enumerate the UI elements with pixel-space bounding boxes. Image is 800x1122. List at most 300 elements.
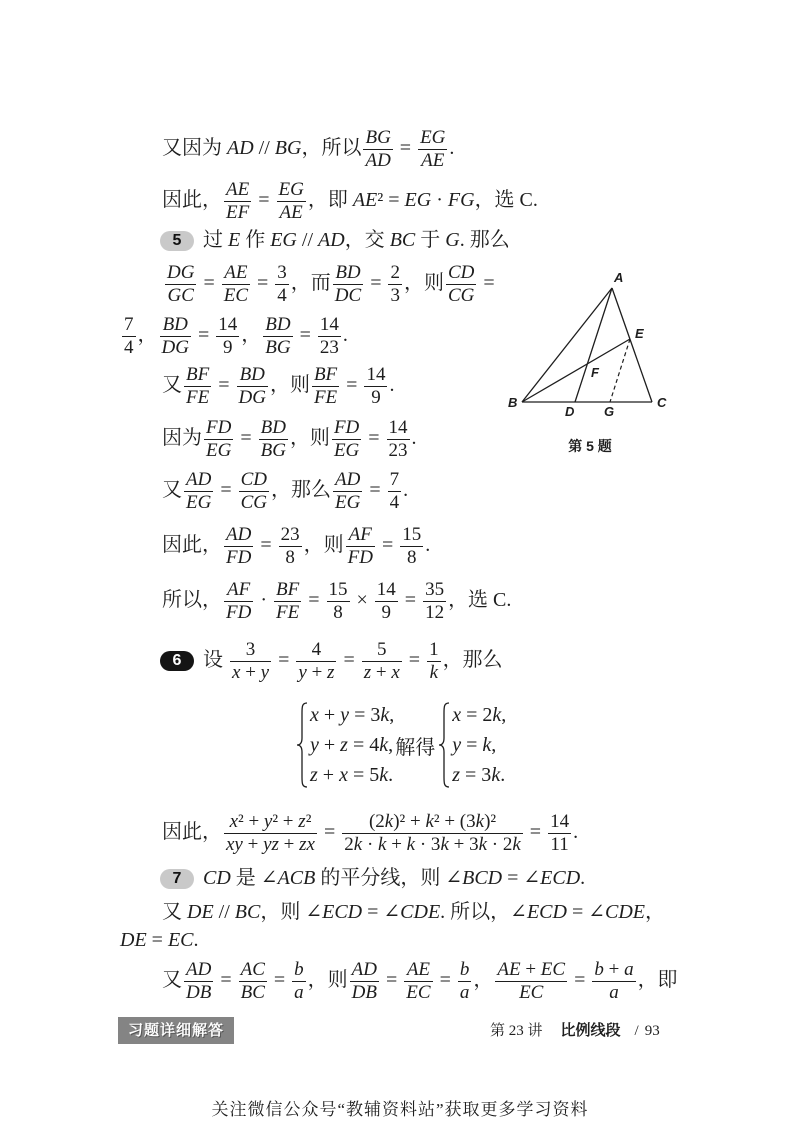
variable: FG bbox=[447, 189, 475, 211]
math-expression: = bbox=[399, 589, 422, 611]
variable: EG bbox=[420, 126, 446, 148]
variable: k bbox=[478, 833, 488, 855]
fraction bbox=[204, 418, 233, 461]
watermark-text: 关注微信公众号“教辅资料站”获取更多学习资料 bbox=[211, 1100, 589, 1119]
left-brace bbox=[296, 700, 308, 790]
text-line bbox=[162, 575, 511, 625]
point-label-b: B bbox=[508, 395, 518, 410]
variable: FE bbox=[276, 601, 300, 623]
fraction-numerator bbox=[184, 470, 213, 490]
math-expression: = bbox=[255, 534, 277, 556]
variable: AF bbox=[348, 523, 372, 545]
variable: AD bbox=[186, 958, 212, 980]
equation: x = 2k, bbox=[452, 704, 507, 726]
variable: x bbox=[452, 704, 462, 726]
fraction-denominator bbox=[263, 338, 292, 358]
variable: FD bbox=[206, 416, 232, 438]
fraction-denominator: 4 bbox=[389, 491, 400, 513]
variable: EG bbox=[404, 189, 432, 211]
segment-ac bbox=[612, 288, 652, 402]
fraction-numerator bbox=[259, 418, 288, 438]
variable: AD bbox=[335, 468, 361, 490]
variable: zx bbox=[299, 833, 315, 855]
variable: y bbox=[263, 810, 273, 832]
fraction-numerator bbox=[224, 180, 251, 200]
text-run: ，所以 bbox=[301, 137, 362, 159]
fraction-denominator bbox=[222, 286, 250, 306]
point-label-f: F bbox=[591, 365, 599, 380]
math-expression: = bbox=[215, 969, 237, 991]
math-expression bbox=[390, 229, 416, 251]
fraction-denominator: 23 bbox=[319, 336, 339, 358]
text-run: 因为 bbox=[162, 427, 202, 449]
fraction bbox=[292, 960, 306, 1003]
variable: AD bbox=[186, 468, 212, 490]
fraction-denominator: 4 bbox=[277, 284, 287, 306]
variable: BD bbox=[260, 416, 286, 438]
math-expression: = bbox=[252, 272, 274, 294]
fraction-denominator bbox=[259, 441, 288, 461]
text-line bbox=[162, 887, 665, 937]
fraction-denominator bbox=[458, 983, 472, 1003]
math-expression: ∠ECD = ∠CDE bbox=[305, 901, 441, 923]
fraction bbox=[263, 315, 292, 358]
math-expression: ∠BCD = ∠ECD. bbox=[445, 867, 586, 889]
variable: z bbox=[298, 810, 306, 832]
fraction-denominator bbox=[184, 493, 213, 513]
variable: k bbox=[440, 833, 449, 855]
fraction-denominator bbox=[312, 388, 339, 408]
text-run: ，则 bbox=[403, 272, 444, 294]
math-expression: = bbox=[364, 479, 386, 501]
fraction bbox=[333, 470, 362, 513]
variable: CDE bbox=[604, 901, 645, 923]
fraction-denominator: z + x bbox=[363, 661, 400, 683]
fraction bbox=[216, 315, 239, 358]
math-expression: = bbox=[365, 272, 387, 294]
math-expression: = bbox=[341, 374, 363, 396]
text-run: 是 bbox=[230, 867, 261, 889]
variable: ECD bbox=[322, 901, 363, 923]
variable: EG bbox=[270, 229, 297, 251]
running-footer bbox=[490, 1017, 660, 1044]
variable: BC bbox=[234, 901, 261, 923]
variable: AE bbox=[224, 261, 248, 283]
fraction-denominator: x + y bbox=[232, 661, 270, 683]
variable: EC bbox=[167, 929, 194, 951]
fraction-denominator: 2k · k + k · 3k + 3k · 2k bbox=[344, 833, 521, 855]
fraction-numerator bbox=[312, 365, 339, 385]
text-run: ，则 bbox=[260, 901, 306, 923]
fraction-numerator: 14 bbox=[366, 363, 386, 385]
fraction-denominator bbox=[165, 286, 196, 306]
variable: k bbox=[384, 810, 394, 832]
variable: BG bbox=[365, 126, 391, 148]
variable: AC bbox=[240, 958, 265, 980]
fraction-numerator bbox=[222, 263, 250, 283]
fraction-numerator bbox=[333, 263, 363, 283]
fraction-numerator: 7 bbox=[389, 468, 400, 490]
variable: FE bbox=[313, 386, 338, 408]
fraction-denominator bbox=[237, 388, 268, 408]
fraction-numerator: 14 bbox=[550, 810, 570, 832]
fraction-numerator bbox=[224, 580, 253, 600]
fraction-numerator bbox=[165, 263, 196, 283]
fraction-numerator: 15 bbox=[402, 523, 422, 545]
variable: y bbox=[310, 734, 319, 756]
fraction-denominator: 8 bbox=[333, 601, 343, 623]
fraction bbox=[548, 812, 571, 855]
text-run: . 那么 bbox=[459, 229, 510, 251]
text-run: ， bbox=[241, 324, 262, 346]
fraction-denominator bbox=[427, 663, 441, 683]
variable: CD bbox=[447, 261, 475, 283]
segment-be bbox=[522, 339, 630, 402]
text-run: 又 bbox=[162, 901, 187, 923]
segment-ad bbox=[575, 288, 612, 402]
fraction bbox=[418, 128, 447, 171]
text-run: ，选 C. bbox=[448, 589, 512, 611]
fraction-denominator bbox=[363, 151, 392, 171]
variable: k bbox=[378, 833, 387, 855]
variable: DC bbox=[334, 284, 362, 306]
solve-word: 解得 bbox=[395, 736, 436, 759]
fraction-numerator: 5 bbox=[377, 638, 387, 660]
fraction bbox=[427, 640, 441, 683]
math-expression: = bbox=[376, 534, 399, 556]
math-expression: AE² = EG · FG bbox=[352, 189, 475, 211]
fraction bbox=[165, 263, 196, 306]
fraction bbox=[274, 580, 301, 623]
fraction bbox=[184, 470, 213, 513]
variable: BD bbox=[162, 313, 188, 335]
variable: BC bbox=[389, 229, 416, 251]
math-expression: = bbox=[478, 272, 495, 294]
fraction bbox=[423, 580, 446, 623]
fraction bbox=[332, 418, 361, 461]
variable: z bbox=[327, 661, 335, 683]
fraction bbox=[312, 365, 339, 408]
separator: / bbox=[634, 1023, 639, 1039]
variable: yz bbox=[263, 833, 279, 855]
fraction-numerator bbox=[239, 470, 269, 490]
math-expression: = bbox=[198, 272, 220, 294]
math-expression bbox=[203, 867, 231, 889]
point-label-e: E bbox=[635, 326, 644, 341]
variable: DG bbox=[161, 336, 189, 358]
variable: CD bbox=[240, 468, 268, 490]
math-expression: = bbox=[273, 649, 295, 671]
fraction-denominator: xy + yz + zx bbox=[226, 833, 315, 855]
variable: ACB bbox=[277, 867, 316, 889]
variable: CG bbox=[447, 284, 475, 306]
variable: x bbox=[229, 810, 238, 832]
variable: AE bbox=[279, 201, 303, 223]
text-run: 于 bbox=[415, 229, 446, 251]
math-expression: . bbox=[389, 374, 395, 396]
fraction-numerator bbox=[224, 525, 253, 545]
variable: FD bbox=[226, 601, 252, 623]
variable: EC bbox=[223, 284, 249, 306]
math-expression: = bbox=[192, 324, 215, 346]
fraction-numerator bbox=[263, 315, 292, 335]
math-expression: ∠ECD = ∠CDE bbox=[510, 901, 645, 923]
math-expression: = bbox=[318, 821, 341, 843]
fraction-denominator: 8 bbox=[406, 546, 417, 568]
math-expression: = bbox=[215, 479, 237, 501]
variable: k bbox=[429, 661, 439, 683]
variable: CG bbox=[240, 491, 268, 513]
math-expression: . bbox=[403, 479, 409, 501]
equation-system bbox=[296, 700, 506, 790]
math-expression: = bbox=[363, 427, 385, 449]
variable: a bbox=[609, 981, 619, 1003]
text-run: ，则 bbox=[307, 969, 348, 991]
variable: EC bbox=[406, 981, 431, 1003]
variable: FD bbox=[333, 416, 360, 438]
fraction-numerator bbox=[346, 525, 375, 545]
fraction-numerator bbox=[204, 418, 233, 438]
chapter-title: 比例线段 bbox=[560, 1022, 621, 1039]
fraction-denominator bbox=[239, 493, 269, 513]
fraction-denominator bbox=[495, 983, 567, 1003]
fraction bbox=[346, 525, 375, 568]
variable: k bbox=[379, 764, 389, 786]
fraction-numerator: 15 bbox=[328, 578, 348, 600]
fraction-numerator bbox=[458, 960, 472, 980]
equation: y = k, bbox=[452, 734, 497, 756]
math-expression: = bbox=[213, 374, 235, 396]
fraction bbox=[446, 263, 476, 306]
fraction bbox=[363, 128, 392, 171]
math-expression: = bbox=[569, 969, 591, 991]
fraction-numerator: 4 bbox=[311, 638, 322, 660]
math-expression: = bbox=[235, 427, 257, 449]
variable: x bbox=[310, 704, 319, 726]
text-line bbox=[162, 413, 417, 463]
text-run: 所以， bbox=[162, 589, 222, 611]
math-expression bbox=[228, 229, 240, 251]
fraction-numerator: 23 bbox=[280, 523, 300, 545]
fraction bbox=[184, 960, 213, 1003]
fraction bbox=[224, 525, 253, 568]
variable: k bbox=[379, 734, 389, 756]
math-expression: . bbox=[342, 324, 348, 346]
fraction-denominator: 12 bbox=[425, 601, 445, 623]
variable: AD bbox=[226, 523, 252, 545]
math-expression: = bbox=[403, 649, 426, 671]
fraction-denominator bbox=[160, 338, 191, 358]
point-label-a: A bbox=[614, 270, 624, 285]
fraction bbox=[342, 812, 523, 855]
variable: k bbox=[512, 833, 521, 855]
variable: DB bbox=[186, 981, 212, 1003]
variable: CD bbox=[203, 867, 231, 889]
fraction-numerator bbox=[418, 128, 447, 148]
fraction-numerator: 14 bbox=[319, 313, 339, 335]
fraction-denominator bbox=[333, 286, 363, 306]
math-expression: EG // AD bbox=[270, 229, 345, 251]
segment-ab bbox=[522, 288, 612, 402]
variable: x bbox=[232, 661, 241, 683]
fraction-denominator: 23 bbox=[388, 439, 408, 461]
fraction-numerator bbox=[274, 580, 301, 600]
text-line bbox=[162, 807, 578, 857]
fraction-numerator bbox=[292, 960, 306, 980]
variable: z bbox=[452, 764, 461, 786]
text-run: ，交 bbox=[344, 229, 390, 251]
variable: xy bbox=[226, 833, 243, 855]
variable: x bbox=[391, 661, 400, 683]
math-expression: = bbox=[524, 821, 547, 843]
variable: EC bbox=[519, 981, 544, 1003]
fraction bbox=[184, 365, 211, 408]
text-line bbox=[120, 310, 348, 360]
variable: EF bbox=[226, 201, 250, 223]
variable: GC bbox=[167, 284, 194, 306]
variable: FD bbox=[347, 546, 373, 568]
fraction bbox=[275, 263, 289, 306]
fraction-numerator: 14 bbox=[388, 416, 408, 438]
fraction bbox=[239, 470, 269, 513]
fraction-denominator bbox=[592, 983, 635, 1003]
variable: a bbox=[624, 958, 634, 980]
fraction-denominator: 4 bbox=[124, 336, 134, 358]
fraction-numerator bbox=[239, 960, 267, 980]
math-expression: = bbox=[434, 969, 456, 991]
variable: DG bbox=[238, 386, 266, 408]
fraction bbox=[259, 418, 288, 461]
math-expression: × bbox=[351, 589, 373, 611]
variable: BCD bbox=[462, 867, 503, 889]
fraction-denominator: 8 bbox=[285, 546, 295, 568]
fraction bbox=[122, 315, 136, 358]
fraction bbox=[350, 960, 379, 1003]
fraction-denominator bbox=[332, 441, 361, 461]
variable: EG bbox=[333, 439, 360, 461]
fraction-numerator bbox=[446, 263, 476, 283]
variable: b bbox=[459, 958, 470, 980]
fraction-numerator bbox=[184, 365, 211, 385]
variable: AE bbox=[406, 958, 431, 980]
variable: x bbox=[339, 764, 348, 786]
math-expression: = bbox=[338, 649, 360, 671]
fraction bbox=[224, 580, 253, 623]
fraction bbox=[222, 263, 250, 306]
text-run: 因此， bbox=[162, 821, 222, 843]
text-run: 又因为 bbox=[162, 137, 227, 159]
point-label-d: D bbox=[565, 404, 575, 419]
text-run: ，则 bbox=[269, 374, 310, 396]
fraction bbox=[592, 960, 635, 1003]
math-expression: ∠ACB bbox=[260, 867, 316, 889]
variable: a bbox=[294, 981, 304, 1003]
fraction-numerator: 3 bbox=[277, 261, 287, 283]
math-expression: = bbox=[294, 324, 316, 346]
variable: AD bbox=[227, 137, 254, 159]
text-run: ，那么 bbox=[442, 649, 503, 671]
variable: AD bbox=[365, 149, 391, 171]
variable: EG bbox=[335, 491, 361, 513]
system-solution bbox=[452, 700, 506, 790]
text-run: ， bbox=[473, 969, 494, 991]
text-line bbox=[162, 360, 394, 410]
fraction-denominator bbox=[274, 603, 301, 623]
variable: CDE bbox=[400, 901, 441, 923]
text-run: 又 bbox=[162, 374, 182, 396]
math-expression: = bbox=[268, 969, 291, 991]
variable: BD bbox=[265, 313, 291, 335]
text-run: ，而 bbox=[290, 272, 331, 294]
text-run: 作 bbox=[240, 229, 271, 251]
text-run: ，选 C. bbox=[474, 189, 538, 211]
fraction-numerator bbox=[332, 418, 361, 438]
text-run: ， bbox=[137, 324, 158, 346]
fraction bbox=[318, 315, 341, 358]
fraction bbox=[388, 263, 402, 306]
section-tag: 习题详细解答 bbox=[118, 1017, 234, 1044]
text-run: ，则 bbox=[303, 534, 344, 556]
fraction-numerator: AE + EC bbox=[497, 958, 566, 980]
fraction bbox=[387, 418, 410, 461]
equation: x + y = 3k, bbox=[310, 704, 395, 726]
text-run: 又 bbox=[162, 969, 182, 991]
fraction-numerator: (2k)² + k² + (3k)² bbox=[368, 810, 497, 832]
fraction-numerator: b + a bbox=[594, 958, 634, 980]
variable: k bbox=[406, 833, 416, 855]
variable: k bbox=[425, 810, 434, 832]
fraction-numerator bbox=[350, 960, 379, 980]
variable: BF bbox=[276, 578, 300, 600]
variable: k bbox=[482, 734, 492, 756]
problem-number-badge: 5 bbox=[160, 231, 194, 251]
variable: BG bbox=[260, 439, 286, 461]
math-expression: AD // BG bbox=[227, 137, 302, 159]
variable: BD bbox=[239, 363, 265, 385]
fraction-denominator bbox=[204, 441, 233, 461]
variable: z bbox=[363, 661, 372, 683]
text-run: 又 bbox=[162, 479, 182, 501]
fraction-denominator: 9 bbox=[371, 386, 381, 408]
variable: EG bbox=[186, 491, 212, 513]
right-brace bbox=[438, 700, 450, 790]
text-run: 因此， bbox=[162, 534, 222, 556]
fraction-denominator: y + z bbox=[298, 661, 335, 683]
variable: AD bbox=[318, 229, 345, 251]
fraction bbox=[362, 640, 402, 683]
fraction-numerator: 7 bbox=[124, 313, 134, 335]
variable: FE bbox=[186, 386, 210, 408]
math-expression: = bbox=[381, 969, 403, 991]
text-run: ，即 bbox=[637, 969, 678, 991]
equation: z = 3k. bbox=[452, 764, 506, 786]
fraction-denominator bbox=[224, 548, 253, 568]
fraction bbox=[364, 365, 387, 408]
equation: z + x = 5k. bbox=[310, 764, 394, 786]
fraction bbox=[333, 263, 363, 306]
fraction bbox=[388, 470, 402, 513]
fraction-denominator bbox=[184, 983, 213, 1003]
variable: k bbox=[491, 764, 501, 786]
text-run: ，则 bbox=[289, 427, 330, 449]
fraction-denominator bbox=[333, 493, 362, 513]
system-given-equations bbox=[310, 700, 394, 790]
variable: BC bbox=[240, 981, 265, 1003]
fraction-numerator bbox=[333, 470, 362, 490]
fraction bbox=[400, 525, 423, 568]
math-expression: DE = EC. bbox=[120, 929, 199, 951]
fraction-denominator bbox=[292, 983, 306, 1003]
